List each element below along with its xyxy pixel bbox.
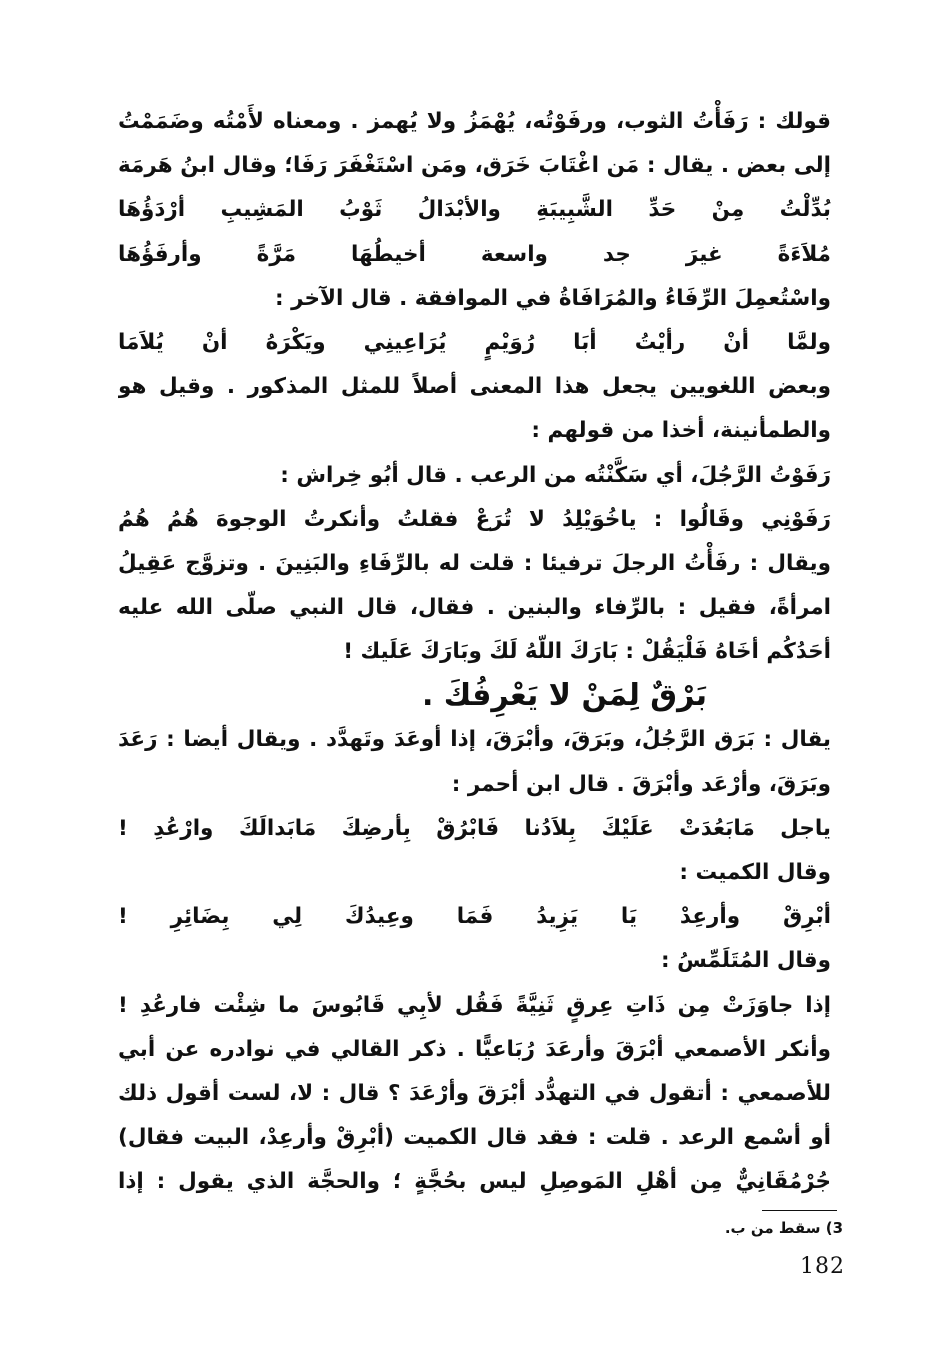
proverb-heading: بَرْقٌ لِمَنْ لا يَعْرِفُكَ . [421,678,708,714]
main-text [118,100,831,1205]
verse-line: رَفَوْنِي وقَالُوا : ياخُوَيْلِدُ لا تُرَعْ فقلتُ وأنكرتُ الوجوهَ هُمُ هُمُ [118,506,831,532]
verse-line: أبْرِقْ وأرعِدْ يَا يَزِيدُ فَمَا وعِيدُكَ لِي بِضَائِرِ ! [118,904,831,930]
text-line: امرأةً، فقيل : بالرِّفاء والبنين . فقال، قال النبي صلّى الله عليه [118,595,831,621]
text-line: وبعض اللغويين يجعل هذا المعنى أصلاً للمثل المذكور . وقيل هو [118,374,831,400]
verse-line: مُلاَءَةً غيرَ جد واسعة أخيطُهَا مَرَّةً وأرفَؤُهَا [118,241,831,267]
text-line: والطمأنينة، أخذا من قولهم : [531,418,831,444]
text-line: جُرْمُقَانِيٌّ مِن أهْلِ المَوصِلِ ليس بحُجَّةٍ ؛ والحجَّة الذي يقول : إذا [118,1169,831,1195]
text-line: واسْتُعمِلَ الرِّفَاءُ والمُرَافَاةُ في الموافقة . قال الآخر : [275,285,831,311]
text-line: إلى بعض . يقال : مَن اغْتَابَ خَرَق، ومَن اسْتَغْفَرَ رَفَا؛ وقال ابنُ هَرمَة [118,153,831,179]
text-line: وأنكر الأصمعي أبْرَقَ وأرعَدَ رُبَاعيًّا . ذكر القالي في نوادره عن أبي [118,1036,831,1062]
text-line: وبَرَقَ، وأرْعَد وأبْرَقَ . قال ابن أحمر : [451,771,831,797]
verse-line: إذا جاوَزَتْ مِن ذَاتِ عِرقٍ ثَنِيَّةً فَقُل لأبِي قَابُوسَ ما شِئْت فارعُدِ ! [118,992,831,1018]
text-line: أحَدُكُم أخَاهُ فَلْيَقُلْ : بَارَكَ اللّهُ لَكَ وبَارَكَ عَلَيك ! [343,639,831,665]
text-line: رَفَوْتُ الرَّجُلَ، أي سَكَّنْتُه من الرعب . قال أبُو خِراش : [280,462,831,488]
text-line: يقال : بَرَق الرَّجُلُ، وبَرَقَ، وأبْرَقَ، إذا أوعَدَ وتَهدَّد . ويقال أيضا : رَعَدَ [118,727,831,753]
page-number: 182 [800,1254,845,1279]
footnote: 3) سقط من ب. [724,1219,843,1237]
verse-line: ولمَّا أنْ رأيْتُ أبَا رُوَيْمٍ يُرَاعِينِي ويَكْرَهُ أنْ يُلاَمَا [118,329,831,355]
text-line: أو أسْمع الرعد . قلت : فقد قال الكميت (أبْرِقْ وأرعِدْ، البيت فقال) [118,1125,831,1151]
verse-line: ياجل مَابَعُدَتْ عَلَيْكَ بِلاَدُنا فَابْرُقْ بِأرضِكَ مَابَدالَكَ وارْعُدِ ! [118,815,831,841]
text-line: وقال المُتَلَمِّسُ : [661,948,831,974]
text-line: وقال الكميت : [679,860,831,885]
text-line: ويقال : رفَأْتُ الرجلَ ترفيئا : قلت له بالرِّفَاءِ والبَنِينَ . وتزوَّج عَقِيلُ [118,550,831,576]
text-line: قولك : رَفَأْتُ الثوب، ورفَوْتُه، يُهْمَزُ ولا يُهمز . ومعناه لأَمْتُه وضَمَمْتُ [118,109,831,134]
verse-line: بُدِّلْتُ مِنْ حَدِّ الشَّبِيبَةِ والأبْدَالُ ثَوْبُ المَشِيبِ أرْدَؤُهَا [118,197,831,223]
text-line: للأصمعي : أتقول في التهدُّد أبْرَقَ وأرْعَدَ ؟ قال : لا، لست أقول ذلك [118,1080,831,1106]
footnote-divider [762,1210,837,1211]
